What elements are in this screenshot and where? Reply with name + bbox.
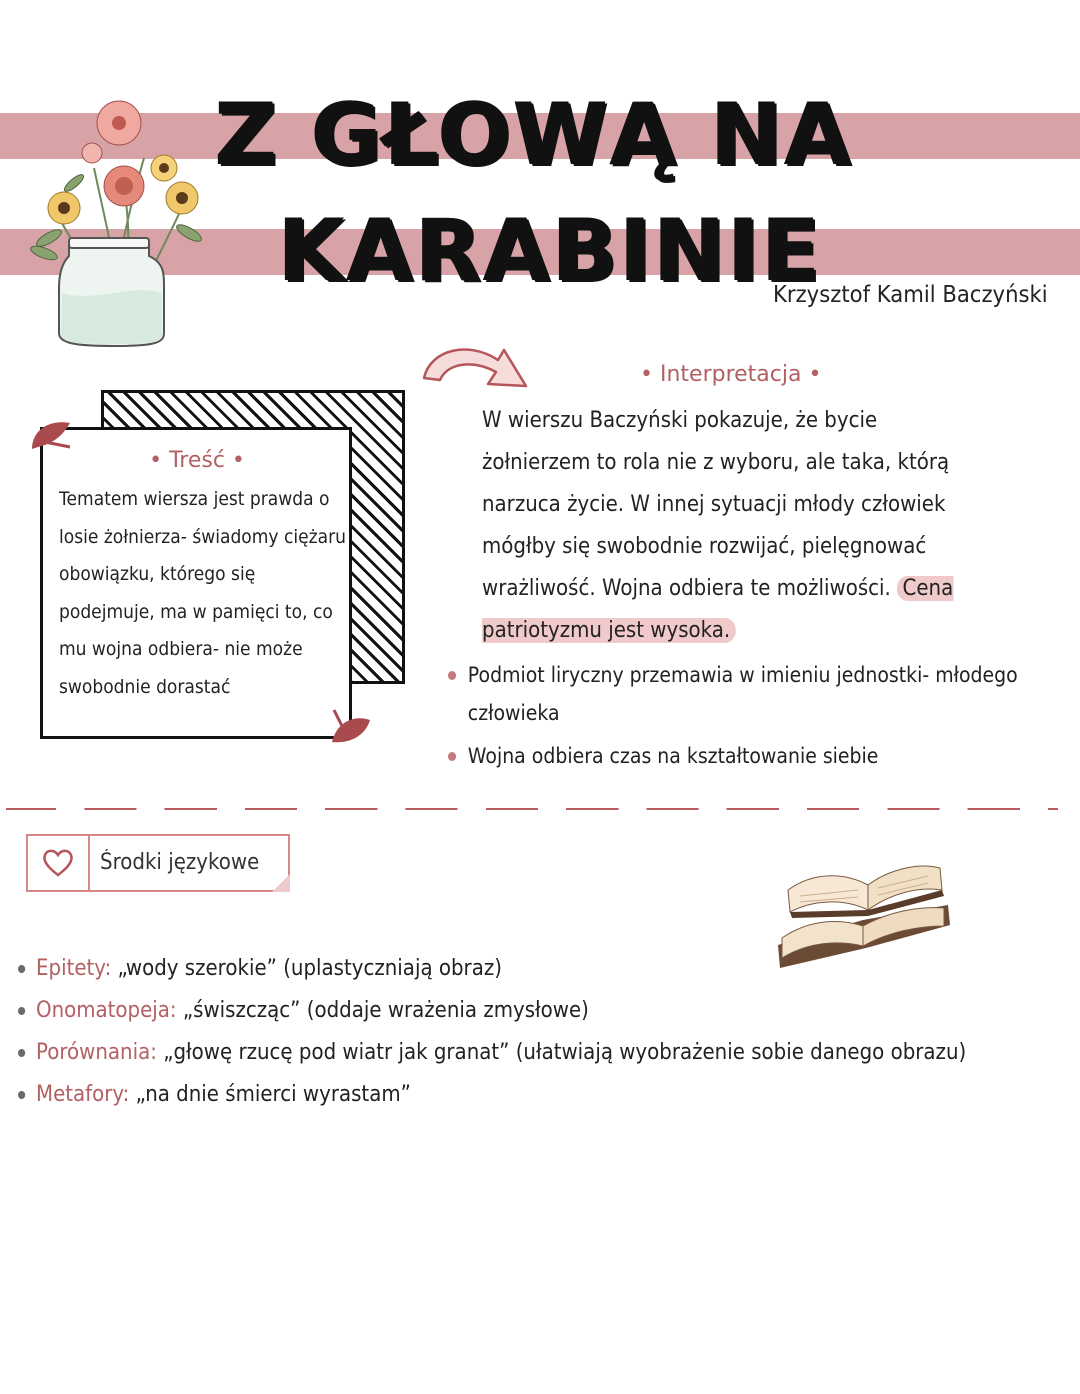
srodki-tag	[26, 834, 290, 892]
tag-fold	[272, 874, 290, 892]
tresc-text: Tematem wiersza jest prawda o losie żołnierza- świadomy ciężaru obowiązku, którego się podejmuje, ma w pamięci to, co mu wojna odbiera- nie może swobodnie dorastać	[59, 488, 346, 698]
interpretacja-highlight: Cena patriotyzmu jest wysoka.	[482, 576, 954, 643]
list-item: Onomatopeja: „świszcząc” (oddaje wrażenia zmysłowe)	[18, 990, 966, 1032]
list-item: Metafory: „na dnie śmierci wyrastam”	[18, 1074, 966, 1116]
bullet-dot-icon	[448, 752, 456, 761]
list-item: Epitety: „wody szerokie” (uplastyczniają obraz)	[18, 948, 966, 990]
bullet-dot-icon	[448, 671, 456, 680]
interpretacja-text	[482, 400, 968, 652]
corner-leaf-icon	[326, 706, 374, 748]
bullet-dot-icon	[18, 1091, 25, 1099]
interpretacja-body: W wierszu Baczyński pokazuje, że bycie żołnierzem to rola nie z wyboru, ale taka, którą narzuca życie. W innej sytuacji młody człowiek mógłby się swobodnie rozwijać, pielęgnować wrażliwość. Wojna odbiera te możliwości.	[482, 408, 950, 601]
bullet-dot-icon	[18, 965, 25, 973]
bullet-dot-icon	[18, 1007, 25, 1015]
title-line-2: KARABINIE	[278, 201, 823, 301]
heart-icon	[42, 849, 74, 877]
tresc-card	[40, 427, 352, 739]
tresc-heading: • Treść •	[149, 448, 245, 473]
list-item: Podmiot liryczny przemawia w imieniu jednostki- młodego człowieka	[448, 656, 1062, 732]
list-item: Wojna odbiera czas na kształtowanie siebie	[448, 737, 1062, 775]
author-name: Krzysztof Kamil Baczyński	[773, 282, 1048, 308]
interpretacja-heading: • Interpretacja •	[640, 362, 822, 387]
srodki-list	[18, 948, 1072, 1116]
flower-jar-icon	[14, 98, 214, 348]
srodki-label: Środki językowe	[100, 850, 260, 875]
dashed-divider	[6, 808, 1058, 810]
bullet-dot-icon	[18, 1049, 25, 1057]
title-line-1: Z GŁOWĄ NA	[215, 85, 854, 185]
interpretacja-bullets	[448, 656, 1068, 775]
heart-cell	[28, 836, 90, 890]
list-item: Porównania: „głowę rzucę pod wiatr jak granat” (ułatwiają wyobrażenie sobie danego obrazu)	[18, 1032, 966, 1074]
corner-leaf-icon	[30, 417, 76, 453]
curved-arrow-icon	[418, 338, 534, 396]
